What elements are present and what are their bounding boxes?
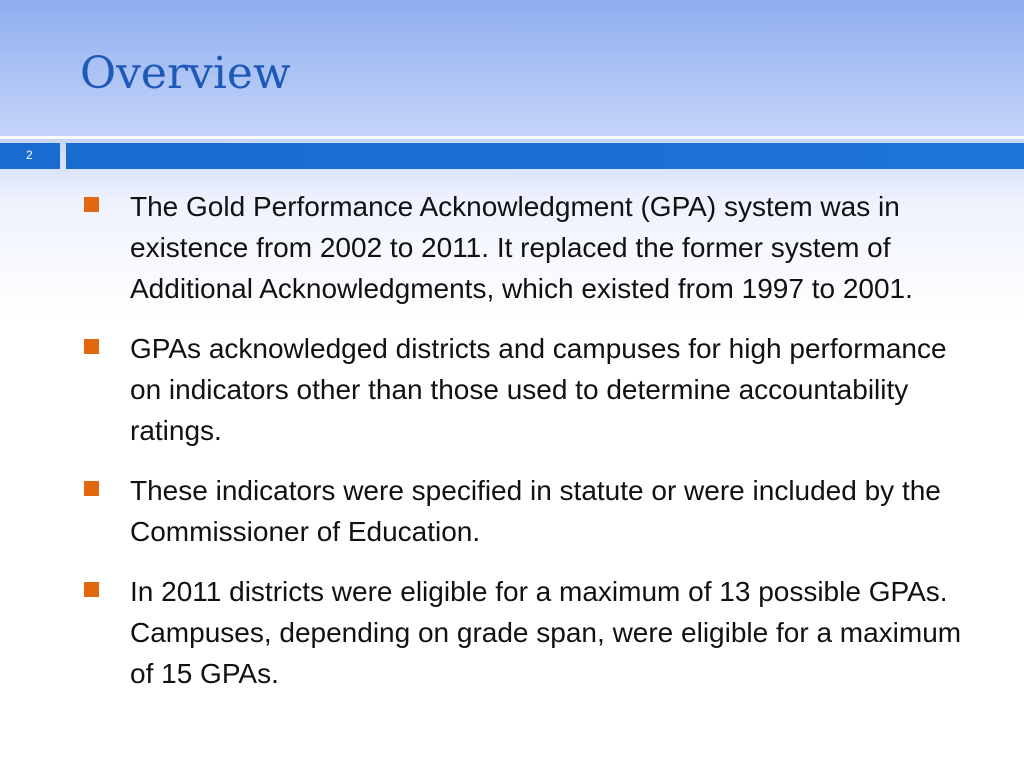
- bullet-text: In 2011 districts were eligible for a maximum of 13 possible GPAs. Campuses, depending on grade span, were eligible for a maximum of 15 GPAs.: [130, 576, 969, 689]
- bullet-list: [80, 186, 980, 713]
- square-bullet-icon: [84, 582, 99, 597]
- slide-number: 2: [26, 148, 33, 162]
- square-bullet-icon: [84, 481, 99, 496]
- bullet-item: [80, 186, 980, 309]
- bullet-item: [80, 571, 980, 694]
- title-accent-bar: [66, 143, 1024, 169]
- title-divider-line: [0, 136, 1024, 139]
- bullet-item: [80, 470, 980, 552]
- bullet-text: The Gold Performance Acknowledgment (GPA) system was in existence from 2002 to 2011. It replaced the former system of Additional Acknowledgments, which existed from 1997 to 2001.: [130, 191, 913, 304]
- bullet-text: These indicators were specified in statute or were included by the Commissioner of Education.: [130, 475, 949, 547]
- square-bullet-icon: [84, 339, 99, 354]
- square-bullet-icon: [84, 197, 99, 212]
- bullet-text: GPAs acknowledged districts and campuses for high performance on indicators other than those used to determine accountability ratings.: [130, 333, 955, 446]
- bullet-item: [80, 328, 980, 451]
- slide-title: Overview: [80, 48, 291, 99]
